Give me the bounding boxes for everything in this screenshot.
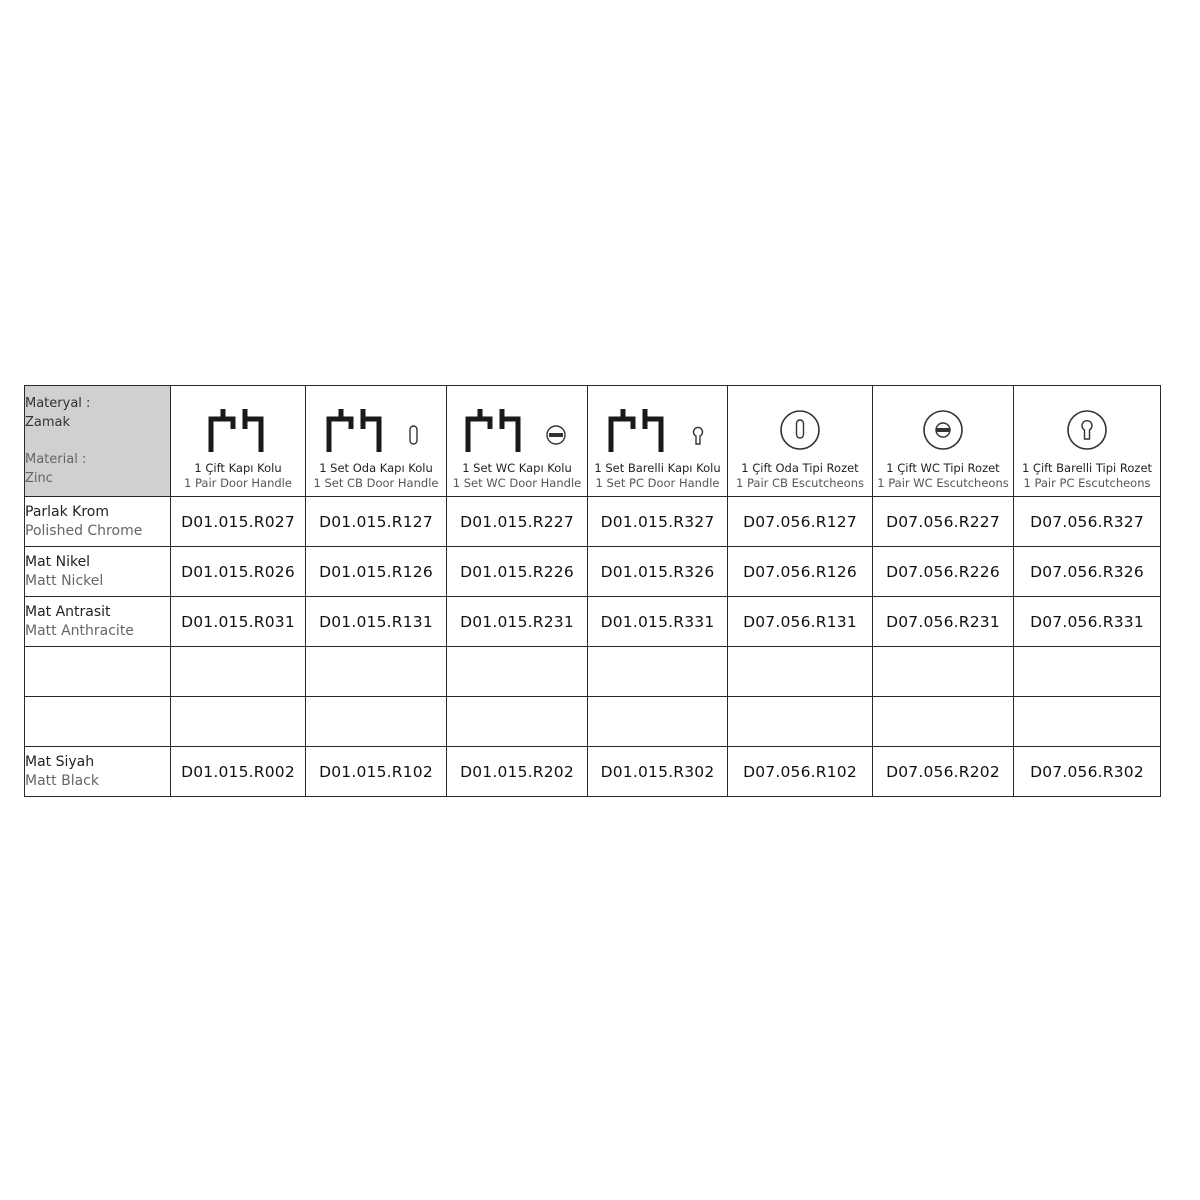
- table-row: [25, 647, 1161, 697]
- product-code: D01.015.R026: [171, 547, 306, 597]
- product-code: D07.056.R331: [1014, 597, 1161, 647]
- column-title-tr: 1 Set Barelli Kapı Kolu: [594, 461, 721, 475]
- finish-name-en: Matt Black: [25, 772, 99, 789]
- finish-name-tr: Mat Antrasit: [25, 603, 111, 620]
- table-row: [25, 497, 1161, 547]
- table-row: [25, 697, 1161, 747]
- product-code: D07.056.R126: [728, 547, 873, 597]
- product-code: D01.015.R326: [588, 547, 728, 597]
- product-code: [588, 697, 728, 747]
- product-code: [728, 697, 873, 747]
- column-title-tr: 1 Çift WC Tipi Rozet: [886, 461, 1000, 475]
- product-code: D01.015.R031: [171, 597, 306, 647]
- product-code: [171, 697, 306, 747]
- column-header: [873, 386, 1014, 497]
- table-row: [25, 547, 1161, 597]
- product-code: D01.015.R102: [306, 747, 447, 797]
- finish-name-en: Matt Anthracite: [25, 622, 134, 639]
- finish-name-tr: Mat Nikel: [25, 553, 91, 570]
- door-handle-cb-icon: [326, 406, 426, 454]
- product-code: [306, 647, 447, 697]
- product-code: D07.056.R227: [873, 497, 1014, 547]
- material-value-tr: Zamak: [25, 415, 71, 430]
- door-handle-icon: [208, 406, 268, 454]
- column-header: [306, 386, 447, 497]
- product-code: D07.056.R326: [1014, 547, 1161, 597]
- column-header: [1014, 386, 1161, 497]
- finish-label-cell: [25, 697, 171, 747]
- column-title-tr: 1 Çift Kapı Kolu: [194, 461, 282, 475]
- product-code: D01.015.R302: [588, 747, 728, 797]
- product-code: D07.056.R231: [873, 597, 1014, 647]
- column-title-tr: 1 Set Oda Kapı Kolu: [319, 461, 433, 475]
- column-header: [171, 386, 306, 497]
- product-code: D01.015.R131: [306, 597, 447, 647]
- finish-name-en: Polished Chrome: [25, 522, 143, 539]
- product-code: D01.015.R027: [171, 497, 306, 547]
- finish-name-en: Matt Nickel: [25, 572, 104, 589]
- material-cell: [25, 386, 171, 497]
- column-title-en: 1 Set CB Door Handle: [313, 476, 439, 490]
- column-title-tr: 1 Çift Barelli Tipi Rozet: [1021, 461, 1153, 475]
- column-title-en: 1 Set PC Door Handle: [595, 476, 720, 490]
- material-label-tr: Materyal :: [25, 396, 91, 411]
- table-row: [25, 597, 1161, 647]
- finish-label-cell: [25, 497, 171, 547]
- escutcheon-pc-icon: [1065, 408, 1109, 452]
- product-code: [588, 647, 728, 697]
- finish-label-cell: [25, 547, 171, 597]
- column-title-en: 1 Set WC Door Handle: [452, 476, 582, 490]
- column-header: [728, 386, 873, 497]
- product-code: D07.056.R327: [1014, 497, 1161, 547]
- product-code: [873, 647, 1014, 697]
- door-handle-pc-icon: [608, 406, 708, 454]
- product-code: D07.056.R127: [728, 497, 873, 547]
- product-code: [306, 697, 447, 747]
- column-header: [588, 386, 728, 497]
- material-value-en: Zinc: [25, 471, 53, 486]
- product-code: [728, 647, 873, 697]
- finish-label-cell: [25, 747, 171, 797]
- column-header: [447, 386, 588, 497]
- column-title-en: 1 Pair CB Escutcheons: [736, 476, 864, 490]
- product-code: [447, 697, 588, 747]
- escutcheon-cb-icon: [778, 408, 822, 452]
- product-code: [171, 647, 306, 697]
- product-code: D01.015.R231: [447, 597, 588, 647]
- escutcheon-wc-icon: [921, 408, 965, 452]
- header-row: [25, 386, 1161, 497]
- product-code: D07.056.R102: [728, 747, 873, 797]
- product-code: [1014, 697, 1161, 747]
- column-title-en: 1 Pair Door Handle: [184, 476, 292, 490]
- column-title-en: 1 Pair WC Escutcheons: [877, 476, 1009, 490]
- product-code: D01.015.R226: [447, 547, 588, 597]
- table-row: [25, 747, 1161, 797]
- finish-name-tr: Mat Siyah: [25, 753, 95, 770]
- product-code: D01.015.R202: [447, 747, 588, 797]
- product-code: D01.015.R127: [306, 497, 447, 547]
- product-code: D01.015.R327: [588, 497, 728, 547]
- product-code: D07.056.R226: [873, 547, 1014, 597]
- product-code: D07.056.R302: [1014, 747, 1161, 797]
- product-code: D07.056.R131: [728, 597, 873, 647]
- finish-label-cell: [25, 647, 171, 697]
- product-code-table: [24, 385, 1161, 797]
- material-label-en: Material :: [25, 452, 87, 467]
- product-code: D01.015.R227: [447, 497, 588, 547]
- finish-label-cell: [25, 597, 171, 647]
- finish-name-tr: Parlak Krom: [25, 503, 110, 520]
- column-title-tr: 1 Çift Oda Tipi Rozet: [741, 461, 859, 475]
- column-title-en: 1 Pair PC Escutcheons: [1023, 476, 1151, 490]
- column-title-tr: 1 Set WC Kapı Kolu: [462, 461, 572, 475]
- product-code: D01.015.R002: [171, 747, 306, 797]
- product-code: D07.056.R202: [873, 747, 1014, 797]
- product-code: [873, 697, 1014, 747]
- product-code: D01.015.R126: [306, 547, 447, 597]
- product-code: [1014, 647, 1161, 697]
- door-handle-wc-icon: [465, 406, 569, 454]
- product-code: D01.015.R331: [588, 597, 728, 647]
- product-code: [447, 647, 588, 697]
